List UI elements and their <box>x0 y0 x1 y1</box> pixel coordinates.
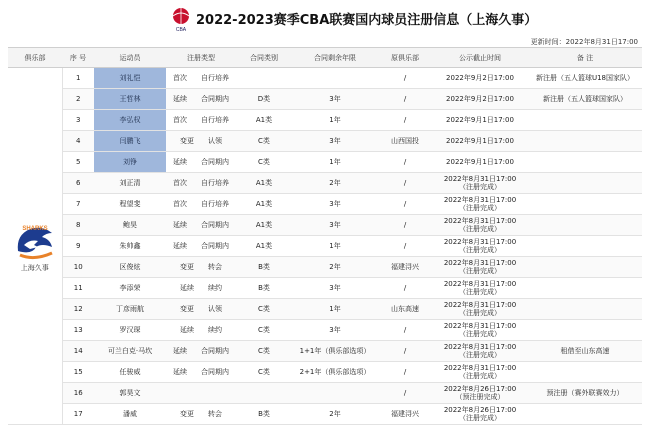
original-club: / <box>378 215 432 236</box>
reg-kind: 延续 <box>173 95 187 103</box>
original-club: / <box>378 341 432 362</box>
registration-type <box>166 89 236 110</box>
reg-detail: 自行培养 <box>201 74 229 82</box>
title-bar <box>0 0 650 46</box>
registration-type <box>166 68 236 89</box>
table-header-row <box>8 48 642 68</box>
table-row <box>8 173 642 194</box>
original-club: / <box>378 236 432 257</box>
original-club: / <box>378 68 432 89</box>
row-number: 14 <box>62 341 94 362</box>
table-row <box>8 215 642 236</box>
remark <box>528 278 642 299</box>
reg-detail: 转会 <box>208 263 222 271</box>
publicity-deadline <box>432 215 528 236</box>
athlete-name: 朱帅鑫 <box>94 236 166 257</box>
publicity-deadline <box>432 131 528 152</box>
contract-type: A1类 <box>236 173 292 194</box>
athlete-name: 王哲林 <box>94 89 166 110</box>
table-row <box>8 68 642 89</box>
deadline-status: （注册完成） <box>459 183 501 191</box>
remark: 新注册（五人篮球国家队） <box>528 89 642 110</box>
reg-kind: 延续 <box>173 242 187 250</box>
registration-type <box>166 278 236 299</box>
table-row <box>8 89 642 110</box>
page-title: 2022-2023赛季CBA联赛国内球员注册信息（上海久事） <box>196 13 538 28</box>
table-row <box>8 299 642 320</box>
row-number: 10 <box>62 257 94 278</box>
reg-kind: 首次 <box>173 179 187 187</box>
contract-years: 3年 <box>292 89 378 110</box>
original-club: / <box>378 194 432 215</box>
column-header-contract-type: 合同类别 <box>236 48 292 68</box>
registration-type <box>166 341 236 362</box>
registration-type <box>166 173 236 194</box>
table-row <box>8 152 642 173</box>
row-number: 16 <box>62 383 94 404</box>
athlete-name: 郭昊文 <box>94 383 166 404</box>
column-header-athlete: 运动员 <box>94 48 166 68</box>
row-number: 11 <box>62 278 94 299</box>
reg-kind: 首次 <box>173 116 187 124</box>
remark <box>528 404 642 425</box>
publicity-deadline <box>432 299 528 320</box>
publicity-deadline <box>432 404 528 425</box>
reg-detail: 合同期内 <box>201 158 229 166</box>
athlete-name: 刘正清 <box>94 173 166 194</box>
deadline-date: 2022年9月1日17:00 <box>446 116 514 124</box>
table-row <box>8 236 642 257</box>
column-header-reg-type: 注册类型 <box>166 48 236 68</box>
reg-kind: 延续 <box>180 284 194 292</box>
remark <box>528 110 642 131</box>
table-row <box>8 341 642 362</box>
deadline-date: 2022年9月2日17:00 <box>446 74 514 82</box>
remark: 租借至山东高速 <box>528 341 642 362</box>
update-time: 更新时间：2022年8月31日17:00 <box>530 38 638 46</box>
deadline-date: 2022年9月1日17:00 <box>446 158 514 166</box>
registration-type <box>166 194 236 215</box>
original-club: / <box>378 278 432 299</box>
contract-type: D类 <box>236 89 292 110</box>
deadline-status: （注册完成） <box>459 225 501 233</box>
deadline-date: 2022年8月31日17:00 <box>443 196 517 204</box>
row-number: 5 <box>62 152 94 173</box>
contract-years: 1+1年（俱乐部选项） <box>292 341 378 362</box>
remark: 预注册（赛外联赛效力） <box>528 383 642 404</box>
reg-detail: 合同期内 <box>201 368 229 376</box>
contract-type <box>236 68 292 89</box>
contract-type: B类 <box>236 404 292 425</box>
athlete-name: 刘礼恺 <box>94 68 166 89</box>
contract-type: A1类 <box>236 236 292 257</box>
table-row <box>8 278 642 299</box>
club-cell <box>8 68 62 425</box>
reg-kind: 延续 <box>173 158 187 166</box>
registration-table <box>8 47 642 425</box>
row-number: 9 <box>62 236 94 257</box>
svg-text:SHARKS: SHARKS <box>22 225 48 232</box>
reg-kind: 变更 <box>180 263 194 271</box>
deadline-date: 2022年9月1日17:00 <box>446 137 514 145</box>
row-number: 3 <box>62 110 94 131</box>
contract-type: A1类 <box>236 194 292 215</box>
registration-type <box>166 404 236 425</box>
row-number: 2 <box>62 89 94 110</box>
reg-kind: 变更 <box>180 137 194 145</box>
publicity-deadline <box>432 68 528 89</box>
contract-years: 2年 <box>292 404 378 425</box>
athlete-name: 区俊炫 <box>94 257 166 278</box>
deadline-status: （注册完成） <box>459 330 501 338</box>
contract-years: 3年 <box>292 278 378 299</box>
deadline-date: 2022年8月31日17:00 <box>443 343 517 351</box>
table-row <box>8 131 642 152</box>
remark <box>528 257 642 278</box>
club-name: 上海久事 <box>20 263 49 272</box>
deadline-status: （预注册完成） <box>455 393 505 401</box>
publicity-deadline <box>432 320 528 341</box>
contract-type: C类 <box>236 341 292 362</box>
athlete-name: 刘铮 <box>94 152 166 173</box>
sharks-logo-icon <box>12 221 58 261</box>
contract-type: B类 <box>236 278 292 299</box>
deadline-date: 2022年9月2日17:00 <box>446 95 514 103</box>
original-club: / <box>378 173 432 194</box>
original-club: 山东高速 <box>378 299 432 320</box>
original-club: / <box>378 89 432 110</box>
table-row <box>8 257 642 278</box>
publicity-deadline <box>432 278 528 299</box>
table-row <box>8 383 642 404</box>
publicity-deadline <box>432 110 528 131</box>
row-number: 7 <box>62 194 94 215</box>
publicity-deadline <box>432 89 528 110</box>
reg-kind: 延续 <box>180 326 194 334</box>
original-club: / <box>378 152 432 173</box>
deadline-date: 2022年8月31日17:00 <box>443 280 517 288</box>
cba-logo-icon <box>170 6 192 32</box>
reg-detail: 认领 <box>208 305 222 313</box>
contract-years: 3年 <box>292 215 378 236</box>
contract-years: 2年 <box>292 173 378 194</box>
publicity-deadline <box>432 362 528 383</box>
row-number: 17 <box>62 404 94 425</box>
contract-type <box>236 383 292 404</box>
registration-type <box>166 257 236 278</box>
publicity-deadline <box>432 383 528 404</box>
remark <box>528 173 642 194</box>
deadline-status: （注册完成） <box>459 372 501 380</box>
reg-kind: 首次 <box>173 200 187 208</box>
deadline-date: 2022年8月31日17:00 <box>443 364 517 372</box>
contract-years: 3年 <box>292 131 378 152</box>
registration-type <box>166 131 236 152</box>
reg-detail: 续约 <box>208 284 222 292</box>
reg-detail: 续约 <box>208 326 222 334</box>
athlete-name: 罗汉琛 <box>94 320 166 341</box>
registration-type <box>166 383 236 404</box>
contract-years: 1年 <box>292 299 378 320</box>
contract-years: 1年 <box>292 152 378 173</box>
athlete-name: 李添荣 <box>94 278 166 299</box>
contract-type: C类 <box>236 131 292 152</box>
deadline-date: 2022年8月26日17:00 <box>443 385 517 393</box>
reg-detail: 认领 <box>208 137 222 145</box>
deadline-date: 2022年8月31日17:00 <box>443 259 517 267</box>
registration-type <box>166 299 236 320</box>
remark <box>528 131 642 152</box>
original-club: 福建浔兴 <box>378 257 432 278</box>
contract-type: C类 <box>236 299 292 320</box>
deadline-status: （注册完成） <box>459 288 501 296</box>
row-number: 4 <box>62 131 94 152</box>
remark <box>528 152 642 173</box>
athlete-name: 丁彦雨航 <box>94 299 166 320</box>
reg-detail: 自行培养 <box>201 179 229 187</box>
row-number: 13 <box>62 320 94 341</box>
registration-type <box>166 320 236 341</box>
registration-type <box>166 152 236 173</box>
original-club: 福建浔兴 <box>378 404 432 425</box>
row-number: 8 <box>62 215 94 236</box>
contract-type: A1类 <box>236 215 292 236</box>
athlete-name: 可兰白克·马坎 <box>94 341 166 362</box>
remark <box>528 194 642 215</box>
contract-type: A1类 <box>236 110 292 131</box>
contract-years: 1年 <box>292 110 378 131</box>
row-number: 15 <box>62 362 94 383</box>
athlete-name: 李弘权 <box>94 110 166 131</box>
deadline-date: 2022年8月26日17:00 <box>443 406 517 414</box>
contract-years <box>292 383 378 404</box>
athlete-name: 任骏威 <box>94 362 166 383</box>
contract-type: C类 <box>236 152 292 173</box>
athlete-name: 潘威 <box>94 404 166 425</box>
original-club: / <box>378 110 432 131</box>
column-header-no: 序 号 <box>62 48 94 68</box>
deadline-date: 2022年8月31日17:00 <box>443 301 517 309</box>
deadline-status: （注册完成） <box>459 414 501 422</box>
deadline-status: （注册完成） <box>459 267 501 275</box>
row-number: 6 <box>62 173 94 194</box>
reg-kind: 变更 <box>180 305 194 313</box>
column-header-club: 俱乐部 <box>8 48 62 68</box>
remark <box>528 362 642 383</box>
deadline-status: （注册完成） <box>459 351 501 359</box>
deadline-date: 2022年8月31日17:00 <box>443 217 517 225</box>
reg-detail: 自行培养 <box>201 200 229 208</box>
column-header-contract-years: 合同剩余年限 <box>292 48 378 68</box>
remark <box>528 299 642 320</box>
registration-type <box>166 362 236 383</box>
athlete-name: 程望斐 <box>94 194 166 215</box>
publicity-deadline <box>432 152 528 173</box>
reg-detail: 合同期内 <box>201 221 229 229</box>
remark <box>528 236 642 257</box>
contract-years <box>292 68 378 89</box>
column-header-original-club: 原俱乐部 <box>378 48 432 68</box>
table-row <box>8 194 642 215</box>
contract-type: C类 <box>236 320 292 341</box>
reg-kind: 延续 <box>173 347 187 355</box>
original-club: 山西国投 <box>378 131 432 152</box>
remark <box>528 215 642 236</box>
deadline-status: （注册完成） <box>459 246 501 254</box>
table-row <box>8 320 642 341</box>
column-header-remarks: 备 注 <box>528 48 642 68</box>
athlete-name: 鲍昊 <box>94 215 166 236</box>
contract-years: 1年 <box>292 236 378 257</box>
contract-type: B类 <box>236 257 292 278</box>
registration-type <box>166 215 236 236</box>
contract-type: C类 <box>236 362 292 383</box>
table-body <box>8 68 642 425</box>
deadline-status: （注册完成） <box>459 309 501 317</box>
deadline-status: （注册完成） <box>459 204 501 212</box>
reg-detail: 转会 <box>208 410 222 418</box>
deadline-date: 2022年8月31日17:00 <box>443 322 517 330</box>
reg-kind: 变更 <box>180 410 194 418</box>
original-club: / <box>378 320 432 341</box>
deadline-date: 2022年8月31日17:00 <box>443 238 517 246</box>
reg-kind: 首次 <box>173 74 187 82</box>
column-header-publicity-deadline: 公示截止时间 <box>432 48 528 68</box>
registration-type <box>166 110 236 131</box>
reg-detail: 合同期内 <box>201 242 229 250</box>
row-number: 12 <box>62 299 94 320</box>
contract-years: 3年 <box>292 194 378 215</box>
table-row <box>8 404 642 425</box>
publicity-deadline <box>432 341 528 362</box>
registration-type <box>166 236 236 257</box>
reg-detail: 合同期内 <box>201 95 229 103</box>
deadline-date: 2022年8月31日17:00 <box>443 175 517 183</box>
contract-years: 3年 <box>292 320 378 341</box>
publicity-deadline <box>432 257 528 278</box>
publicity-deadline <box>432 173 528 194</box>
remark <box>528 320 642 341</box>
table-row <box>8 110 642 131</box>
reg-kind: 延续 <box>173 221 187 229</box>
contract-years: 2+1年（俱乐部选项） <box>292 362 378 383</box>
athlete-name: 闫鹏飞 <box>94 131 166 152</box>
original-club: / <box>378 362 432 383</box>
contract-years: 2年 <box>292 257 378 278</box>
reg-detail: 合同期内 <box>201 347 229 355</box>
row-number: 1 <box>62 68 94 89</box>
publicity-deadline <box>432 236 528 257</box>
publicity-deadline <box>432 194 528 215</box>
reg-kind: 延续 <box>173 368 187 376</box>
original-club: / <box>378 383 432 404</box>
remark: 新注册（五人篮球U18国家队） <box>528 68 642 89</box>
table-row <box>8 362 642 383</box>
reg-detail: 自行培养 <box>201 116 229 124</box>
svg-text:CBA: CBA <box>175 27 187 32</box>
